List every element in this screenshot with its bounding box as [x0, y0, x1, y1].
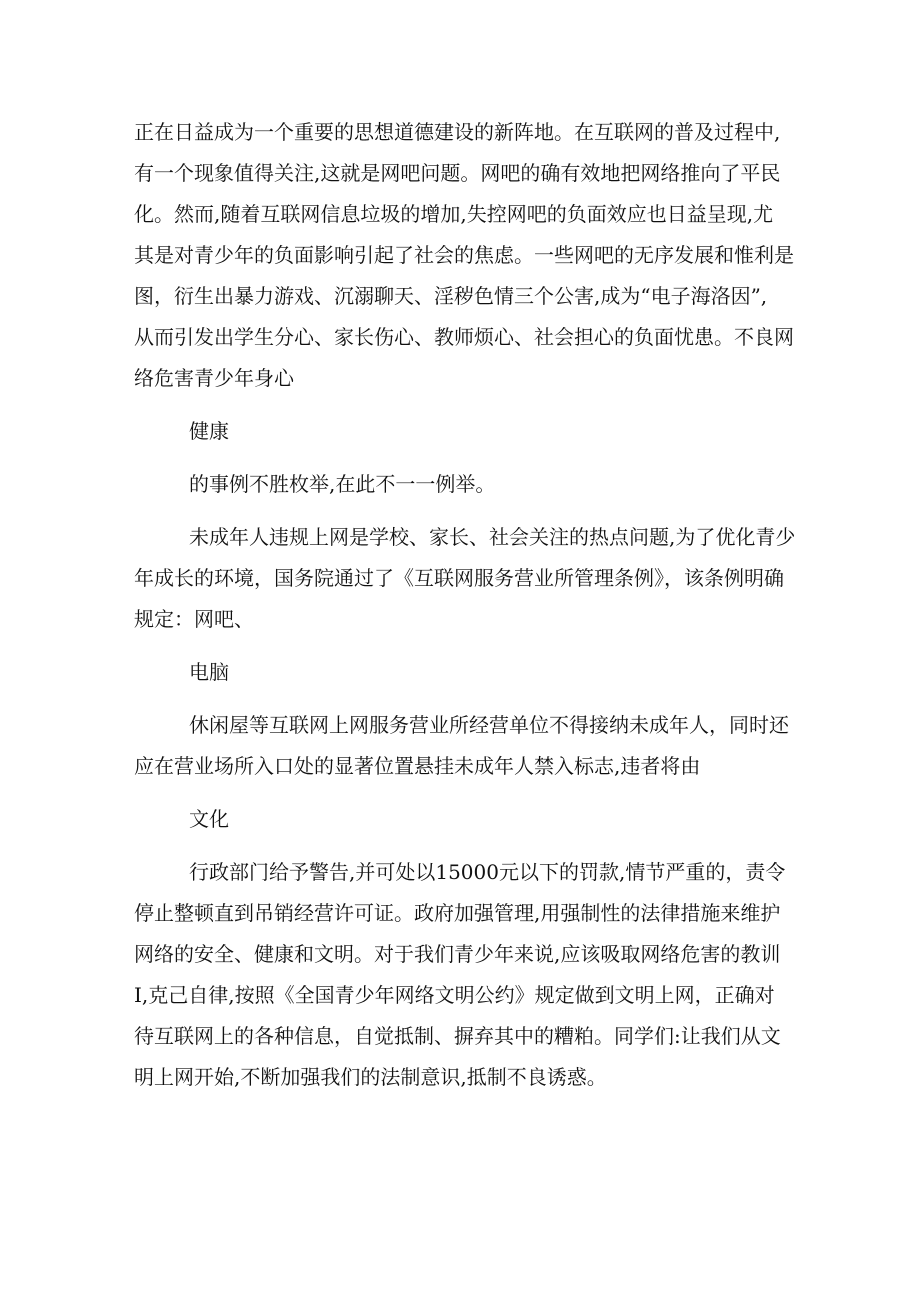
text-line: I,克己自律,按照《全国青少年网络文明公约》规定做到文明上网，正确对	[134, 983, 775, 1007]
text-line: 的事例不胜枚举,在此不一一例举。	[189, 472, 496, 496]
text-line: 健康	[189, 419, 229, 443]
text-line: 休闲屋等互联网上网服务营业所经营单位不得接纳未成年人，同时还	[189, 713, 789, 737]
text-line: 络危害青少年身心	[134, 366, 294, 390]
text-line: 规定：网吧、	[134, 607, 254, 631]
paragraph-3	[134, 464, 794, 505]
text-line: 正在日益成为一个重要的思想道德建设的新阵地。在互联网的普及过程中,	[134, 120, 781, 144]
text-line: 其是对青少年的负面影响引起了社会的焦虑。一些网吧的无序发展和惟利是	[134, 243, 794, 267]
text-line: 化。然而,随着互联网信息垃圾的增加,失控网吧的负面效应也日益呈现,尤	[134, 202, 774, 226]
text-line: 年成长的环境，国务院通过了《互联网服务营业所管理条例》，该条例明确	[134, 566, 784, 590]
text-line: 图，衍生出暴力游戏、沉溺聊天、淫秽色情三个公害,成为“电子海洛因”,	[134, 284, 768, 308]
paragraph-8	[134, 852, 794, 1098]
text-line: 文化	[189, 807, 229, 831]
paragraph-2	[134, 411, 794, 452]
text-line: 待互联网上的各种信息，自觉抵制、摒弃其中的糟粕。同学们:让我们从文	[134, 1024, 781, 1048]
text-line: 有一个现象值得关注,这就是网吧问题。网吧的确有效地把网络推向了平民	[134, 161, 781, 185]
text-line: 未成年人违规上网是学校、家长、社会关注的热点问题,为了优化青少	[189, 525, 796, 549]
paragraph-1	[134, 112, 794, 399]
paragraph-5	[134, 652, 794, 693]
text-line: 电脑	[189, 660, 229, 684]
text-line: 停止整顿直到吊销经营许可证。政府加强管理,用强制性的法律措施来维护	[134, 901, 781, 925]
paragraph-7	[134, 799, 794, 840]
document-body	[134, 112, 794, 1098]
paragraph-4	[134, 517, 794, 640]
text-line: 从而引发出学生分心、家长伤心、教师烦心、社会担心的负面忧患。不良网	[134, 325, 794, 349]
text-line: 应在营业场所入口处的显著位置悬挂未成年人禁入标志,违者将由	[134, 754, 701, 778]
text-line: 明上网开始,不断加强我们的法制意识,抵制不良诱惑。	[134, 1065, 607, 1089]
text-line: 网络的安全、健康和文明。对于我们青少年来说,应该吸取网络危害的教训	[134, 942, 781, 966]
text-line: 行政部门给予警告,并可处以15000元以下的罚款,情节严重的，责令	[189, 860, 786, 884]
paragraph-6	[134, 705, 794, 787]
